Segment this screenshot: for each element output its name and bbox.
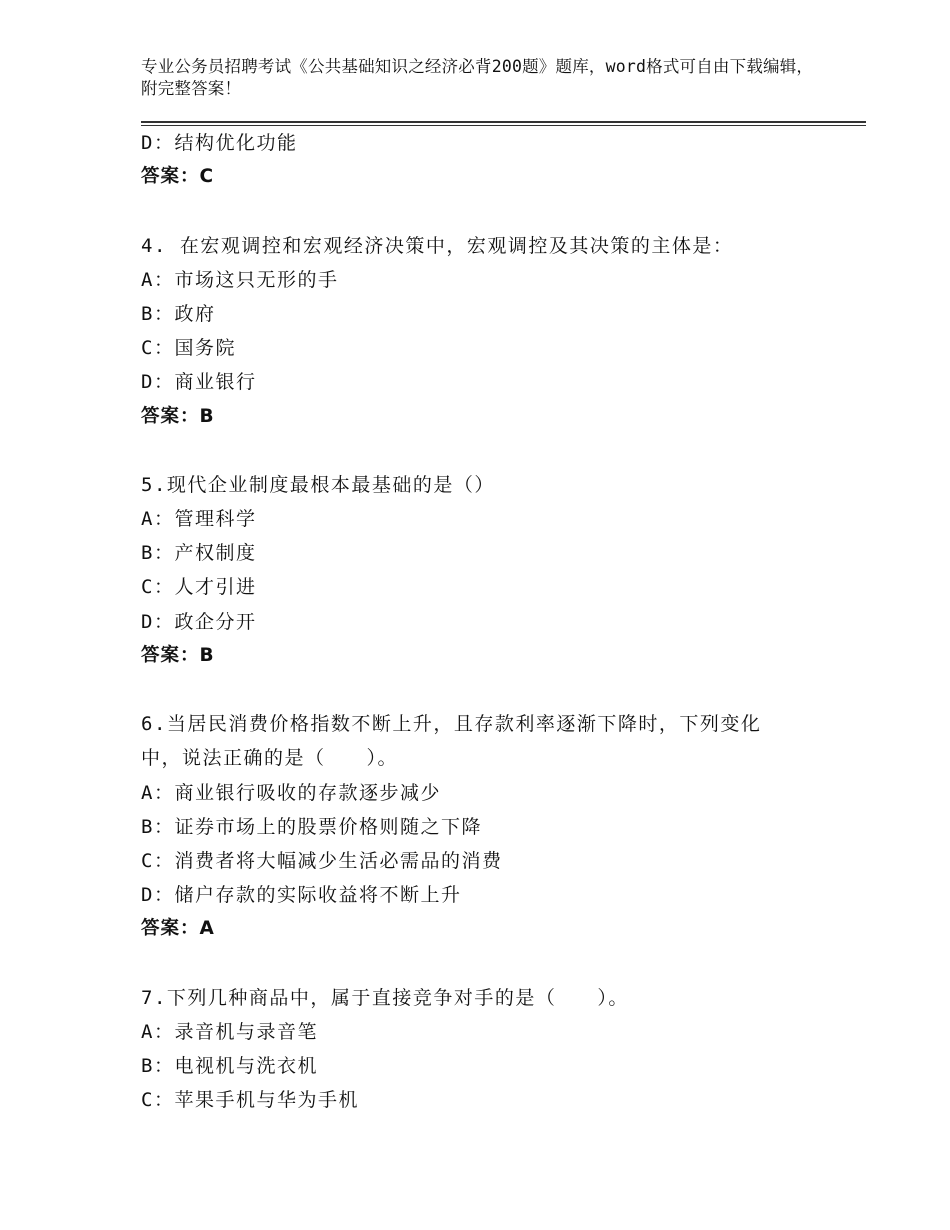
question-5-answer: 答案：B [141,644,215,666]
question-4-text: 4. 在宏观调控和宏观经济决策中，宏观调控及其决策的主体是： [141,234,734,257]
question-4-answer: 答案：B [141,405,215,427]
question-7-option-a: A：录音机与录音笔 [141,1020,318,1043]
question-4-option-c: C：国务院 [141,337,236,360]
spacer [141,194,866,228]
spacer [141,434,866,468]
question-5-option-b: B：产权制度 [141,542,257,565]
question-5-option-a: A：管理科学 [141,508,257,531]
question-list [141,126,866,1117]
question-6-option-d: D：储户存款的实际收益将不断上升 [141,884,462,907]
question-5-option-d: D：政企分开 [141,610,257,633]
answer: 答案：C [141,166,215,188]
question-6-text: 6.当居民消费价格指数不断上升，且存款利率逐渐下降时，下列变化中，说法正确的是（ ）。 [141,713,762,770]
question-7-option-b: B：电视机与洗衣机 [141,1055,318,1078]
question-6-option-c: C：消费者将大幅减少生活必需品的消费 [141,849,503,872]
question-4-option-d: D：商业银行 [141,371,257,394]
question-4-option-a: A：市场这只无形的手 [141,268,339,291]
question-4-option-b: B：政府 [141,302,216,325]
question-6-option-b: B：证券市场上的股票价格则随之下降 [141,815,482,838]
question-6-option-a: A：商业银行吸收的存款逐步减少 [141,781,441,804]
question-7-option-c: C：苹果手机与华为手机 [141,1089,359,1112]
question-6-answer: 答案：A [141,918,215,940]
question-5-option-c: C：人才引进 [141,576,257,599]
spacer [141,673,866,707]
option-d: D：结构优化功能 [141,132,298,154]
spacer [141,947,866,981]
question-7-text: 7.下列几种商品中，属于直接竞争对手的是（ ）。 [141,986,629,1009]
page-header: 专业公务员招聘考试《公共基础知识之经济必背200题》题库，word格式可自由下载编辑，附完整答案！ [141,57,814,98]
question-5-text: 5.现代企业制度最根本最基础的是（） [141,473,495,496]
header-rule-thick [141,121,866,123]
